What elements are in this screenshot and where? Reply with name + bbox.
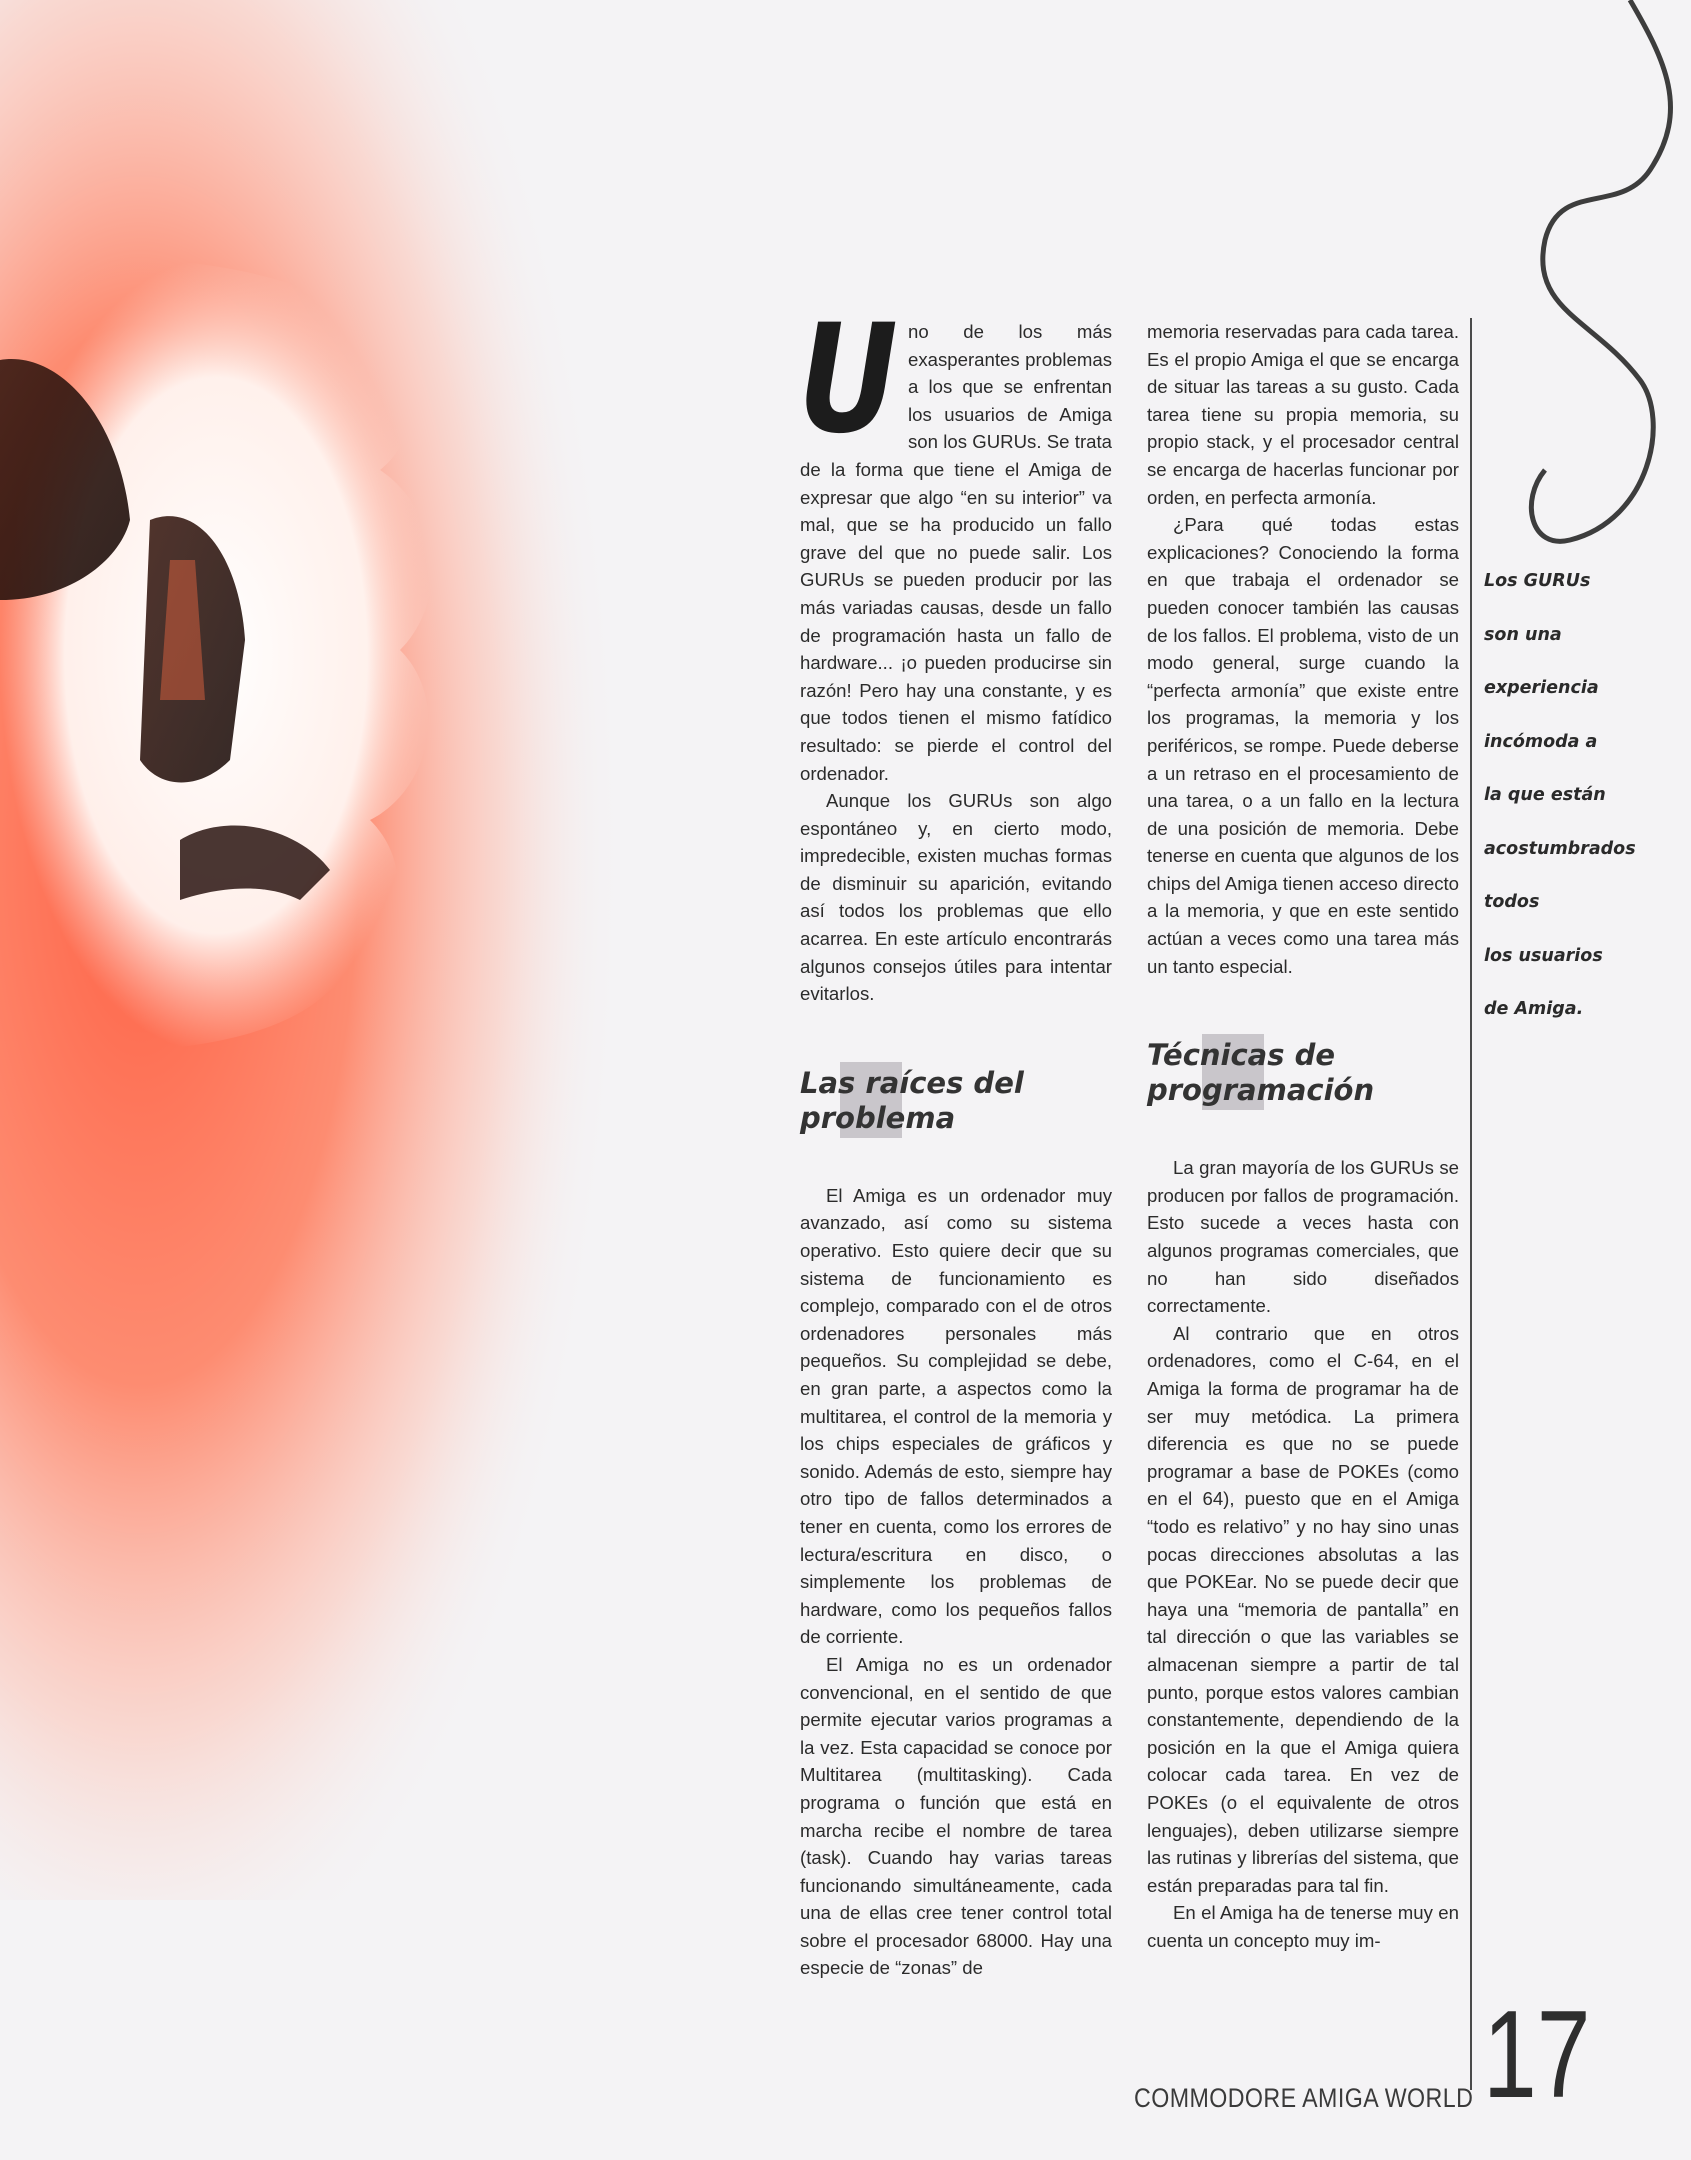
paragraph: El Amiga no es un ordenador convencional, en el sentido de que permite ejecutar varios programas a la vez. Esta capacidad se conoce por Multitarea (multitasking). Cada programa o función que está en marcha recibe el nombre de tarea (task). Cuando hay varias tareas funcionando simultáneamente, cada una de ellas cree tener control total sobre el procesador 68000. Hay una especie de “zonas” de bbox=[800, 1653, 1112, 1979]
pull-quote-line: Los GURUs bbox=[1484, 571, 1591, 591]
article-column-1 bbox=[798, 293, 1112, 1982]
pull-quote-line: la que están bbox=[1484, 785, 1606, 805]
section-heading bbox=[800, 1066, 1112, 1136]
intro-paragraph: no de los más exasperantes problemas a los que se enfrentan los usuarios de Amiga son los GURUs. Se trata de la forma que tiene el Amiga de expresar que algo “en su interior” va mal, que se ha producido un fallo grave del que no puede salir. Los GURUs se pueden producir por las más variadas causas, desde un fallo de programación hasta un fallo de hardware... ¡o pueden producirse sin razón! Pero hay una constante, y es que todos tienen el mismo fatídico resultado: se pierde el control del ordenador. bbox=[800, 321, 1112, 784]
paragraph: En el Amiga ha de tenerse muy en cuenta un concepto muy im- bbox=[1147, 1902, 1459, 1951]
drop-cap: U bbox=[798, 293, 895, 467]
pull-quote-line: acostumbrados bbox=[1484, 838, 1636, 859]
page-number: 17 bbox=[1483, 1986, 1591, 2124]
pull-quote-line: incómoda a bbox=[1484, 731, 1598, 752]
section-heading bbox=[1147, 1038, 1459, 1108]
paragraph: Al contrario que en otros ordenadores, como el C-64, en el Amiga la forma de programar ha de ser muy metódica. La primera diferencia es que no se puede programar a base de POKEs (como en el 64), puesto que en el Amiga “todo es relativo” y no hay sino unas pocas direcciones absolutas a las que POKEar. No se puede decir que haya una “memoria de pantalla” en tal dirección o que las variables se almacenan siempre a partir de tal punto, porque estos valores cambian constantemente, dependiendo de la posición en la que el Amiga quiera colocar cada tarea. En vez de POKEs (o el equivalente de otros lenguajes), deben utilizarse siempre las rutinas y librerías del sistema, que están preparadas para tal fin. bbox=[1147, 1322, 1459, 1896]
article-column-2 bbox=[1147, 318, 1459, 1954]
pull-quote-line: de Amiga. bbox=[1484, 999, 1584, 1019]
paragraph: El Amiga es un ordenador muy avanzado, así como su sistema operativo. Esto quiere decir que su sistema de funcionamiento es complejo, comparado con el de otros ordenadores personales más pequeños. Su complejidad se debe, en gran parte, a aspectos como la multitarea, el control de la memoria y los chips especiales de gráficos y sonido. Además de esto, siempre hay otro tipo de fallos determinados a tener en cuenta, como los errores de lectura/escritura en disco, o simplemente los problemas de hardware, como los pequeños fallos de corriente. bbox=[800, 1184, 1112, 1648]
paragraph: memoria reservadas para cada tarea. Es el propio Amiga el que se encarga de situar las tareas a su gusto. Cada tarea tiene su propia memoria, su propio stack, y el procesador central se encarga de hacerlas funcionar por orden, en perfecta armonía. bbox=[1147, 321, 1459, 508]
pull-quote-line: son una bbox=[1484, 624, 1562, 645]
heading-line: Las raíces del bbox=[800, 1065, 1024, 1100]
pull-quote-line: experiencia bbox=[1484, 678, 1599, 698]
glow-artwork bbox=[0, 0, 780, 1900]
heading-line: programación bbox=[1147, 1073, 1375, 1108]
publication-name: COMMODORE AMIGA WORLD bbox=[1134, 2083, 1474, 2113]
paragraph: ¿Para qué todas estas explicaciones? Conociendo la forma en que trabaja el ordenador se pueden conocer también las causas de los fallos. El problema, visto de un modo general, surge cuando la “perfecta armonía” que existe entre los programas, la memoria y los periféricos, se rompe. Puede deberse a un retraso en el procesamiento de una tarea, o a un fallo en la lectura de una posición de memoria. Debe tenerse en cuenta que algunos de los chips del Amiga tienen acceso directo a la memoria, y que en este sentido actúan a veces como una tarea más un tanto especial. bbox=[1147, 514, 1459, 977]
paragraph: Aunque los GURUs son algo espontáneo y, en cierto modo, impredecible, existen muchas formas de disminuir su aparición, evitando así todos los problemas que ello acarrea. En este artículo encontrarás algunos consejos útiles para intentar evitarlos. bbox=[800, 790, 1112, 1005]
pull-quote-line: todos bbox=[1484, 892, 1540, 912]
column-rule bbox=[1470, 318, 1472, 2090]
pull-quote-line: los usuarios bbox=[1484, 945, 1603, 966]
pull-quote bbox=[1484, 555, 1684, 1037]
squiggle-line-decoration bbox=[1500, 0, 1691, 560]
paragraph: La gran mayoría de los GURUs se producen por fallos de programación. Esto sucede a veces hasta con algunos programas comerciales, que no han sido diseñados correctamente. bbox=[1147, 1157, 1459, 1317]
heading-line: Técnicas de bbox=[1147, 1038, 1336, 1073]
heading-line: problema bbox=[800, 1100, 956, 1135]
